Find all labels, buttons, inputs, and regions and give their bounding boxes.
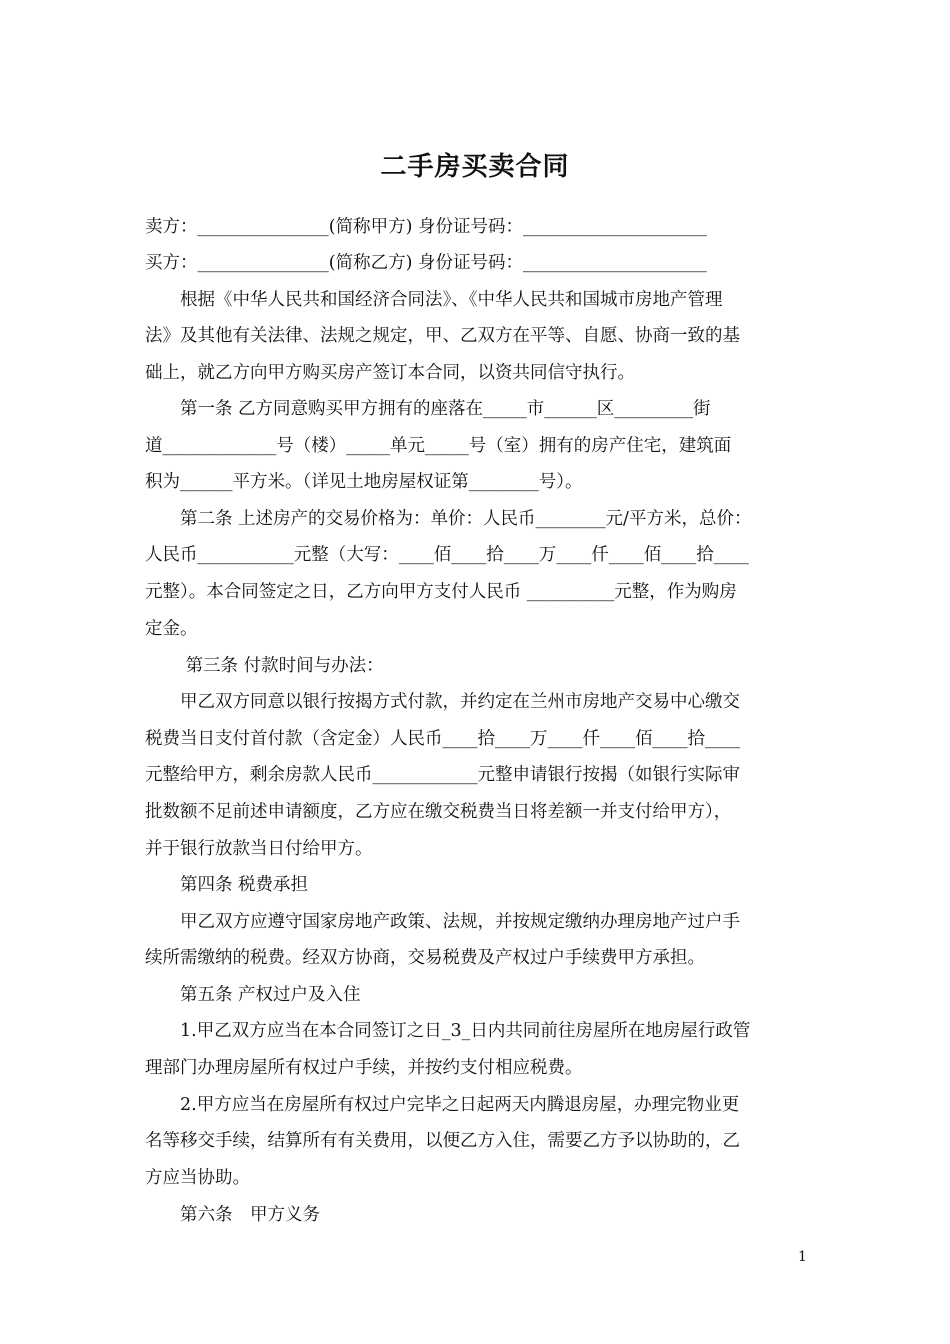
article-4-heading: 第四条 税费承担 [145,875,309,895]
document-title: 二手房买卖合同 [380,152,570,182]
text-line: 税费当日支付首付款（含定金）人民币____拾____万____仟____佰____拾____ [145,729,740,749]
text-line: 甲乙双方同意以银行按揭方式付款，并约定在兰州市房地产交易中心缴交 [145,692,740,712]
text-line: 并于银行放款当日付给甲方。 [145,839,373,859]
text-line: 积为______平方米。（详见土地房屋权证第________号）。 [145,472,583,492]
text-line: 方应当协助。 [145,1168,250,1188]
article-5-heading: 第五条 产权过户及入住 [145,985,361,1005]
text-line: 元整给甲方，剩余房款人民币____________元整申请银行按揭（如银行实际审 [145,765,740,785]
text-line: 础上，就乙方向甲方购买房产签订本合同，以资共同信守执行。 [145,363,635,383]
text-line: 1.甲乙双方应当在本合同签订之日_3_日内共同前往房屋所在地房屋行政管 [145,1021,751,1041]
text-line: 甲乙双方应遵守国家房地产政策、法规，并按规定缴纳办理房地产过户手 [145,912,740,932]
text-line: 道_____________号（楼）_____单元_____号（室）拥有的房产住宅，建筑面 [145,436,732,456]
page-number: 1 [798,1249,807,1265]
text-line: 人民币___________元整（大写：____佰____拾____万____仟____佰____拾____ [145,545,749,565]
seller-line: 卖方：_______________(简称甲方) 身份证号码：_____________________ [145,217,707,237]
text-line: 法》及其他有关法律、法规之规定，甲、乙双方在平等、自愿、协商一致的基 [145,326,740,346]
article-1-line: 第一条 乙方同意购买甲方拥有的座落在_____市______区_________街 [145,399,711,419]
article-3-heading: 第三条 付款时间与办法： [145,656,384,676]
text-line: 定金。 [145,619,198,639]
text-line: 根据《中华人民共和国经济合同法》、《中华人民共和国城市房地产管理 [145,290,723,310]
text-line: 名等移交手续，结算所有有关费用，以便乙方入住，需要乙方予以协助的，乙 [145,1131,740,1151]
article-6-heading: 第六条 甲方义务 [145,1205,320,1225]
buyer-line: 买方：_______________(简称乙方) 身份证号码：_____________________ [145,253,707,273]
text-line: 批数额不足前述申请额度，乙方应在缴交税费当日将差额一并支付给甲方）， [145,802,732,822]
text-line: 元整）。本合同签定之日，乙方向甲方支付人民币 __________元整，作为购房 [145,582,737,602]
text-line: 理部门办理房屋所有权过户手续，并按约支付相应税费。 [145,1058,583,1078]
text-line: 2.甲方应当在房屋所有权过户完毕之日起两天内腾退房屋，办理完物业更 [145,1095,740,1115]
text-line: 续所需缴纳的税费。经双方协商，交易税费及产权过户手续费甲方承担。 [145,948,705,968]
article-2-line: 第二条 上述房产的交易价格为：单价：人民币________元/平方米，总价： [145,509,752,529]
